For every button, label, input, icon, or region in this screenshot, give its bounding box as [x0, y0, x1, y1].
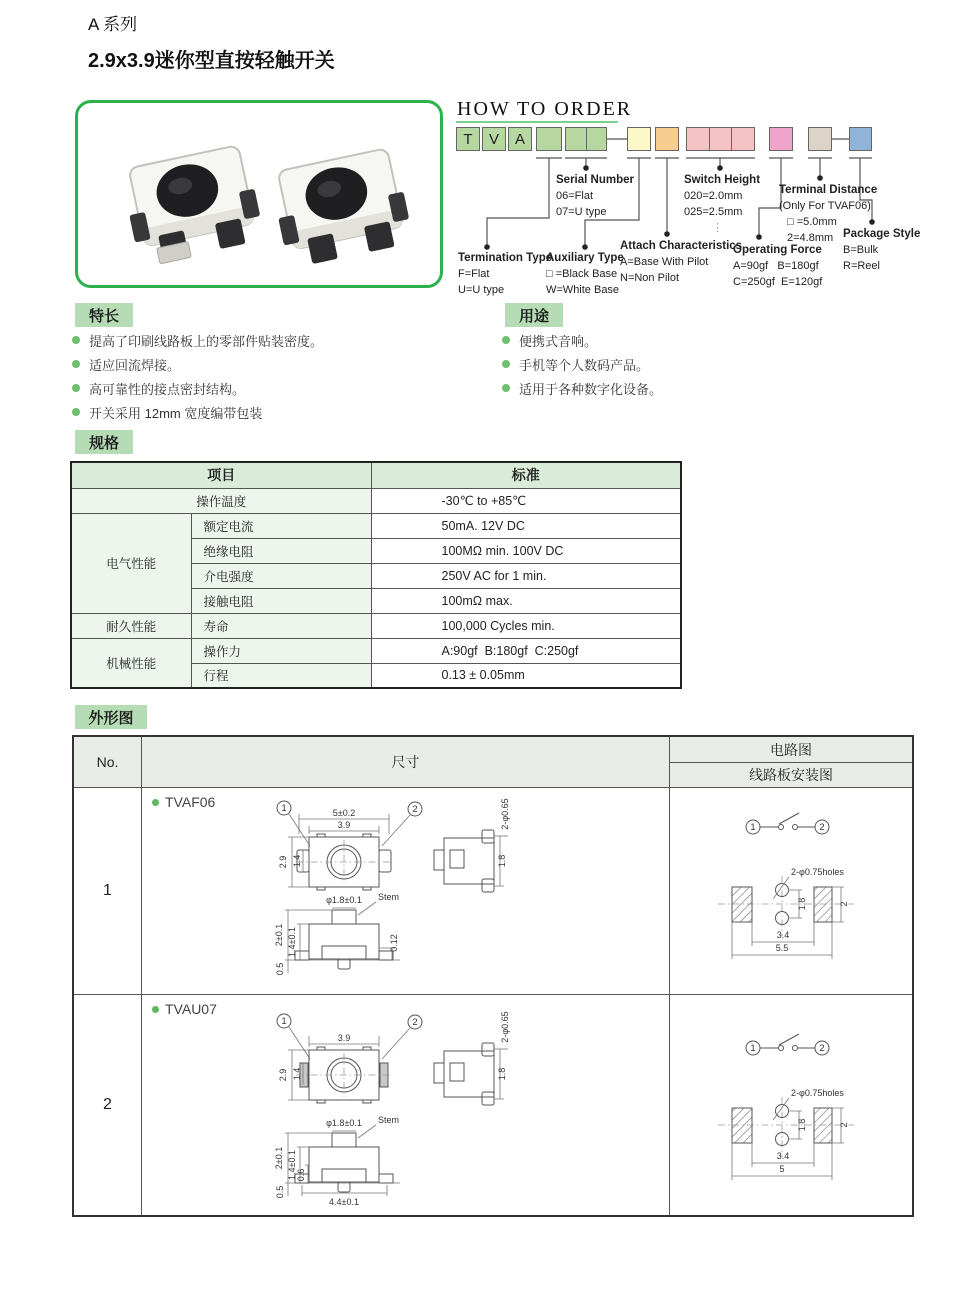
circuit-diagram [746, 1034, 829, 1055]
order-code-box-a: A [508, 127, 532, 151]
svg-text:φ1.8±0.1: φ1.8±0.1 [326, 895, 362, 905]
switch-photo-right [269, 147, 415, 269]
outline-table [72, 735, 914, 1217]
order-group-terminal-distance: Terminal Distance (Only For TVAF06) □ =5.0mm 2=4.8mm [779, 184, 878, 244]
outline-col-pcb: 线路板安装图 [670, 763, 912, 788]
side-view [434, 798, 510, 892]
svg-text:2: 2 [412, 804, 418, 815]
svg-text:1: 1 [750, 1043, 756, 1054]
dimension-drawing-tvau07 [142, 995, 669, 1214]
features-list [72, 328, 323, 424]
svg-text:0.12: 0.12 [389, 934, 399, 952]
svg-text:2: 2 [819, 822, 825, 833]
svg-text:0.5: 0.5 [275, 1185, 285, 1199]
section-header-features: 特长 [75, 303, 133, 327]
bullet-icon [72, 384, 80, 392]
bullet-icon [502, 360, 510, 368]
order-group-auxiliary-type: Auxiliary Type □ =Black Base W=White Base [546, 252, 624, 296]
table-row [71, 462, 681, 488]
svg-text:1.4±0.1: 1.4±0.1 [287, 927, 297, 957]
svg-text:2: 2 [839, 901, 849, 907]
svg-text:0.5: 0.5 [275, 962, 285, 976]
spec-item: 寿命 [191, 613, 371, 638]
list-item: 提高了印刷线路板上的零部件贴装密度。 [72, 328, 323, 352]
spec-item: 行程 [191, 663, 371, 688]
svg-text:2-φ0.75holes: 2-φ0.75holes [791, 1088, 844, 1098]
spec-item: 操作温度 [71, 488, 371, 513]
svg-text:5.5: 5.5 [775, 943, 789, 953]
list-item: 手机等个人数码产品。 [502, 352, 662, 376]
svg-text:3.4: 3.4 [776, 930, 790, 940]
applications-list [502, 328, 662, 400]
svg-text:1: 1 [281, 803, 287, 814]
table-row [71, 613, 681, 638]
bullet-icon [72, 336, 80, 344]
svg-text:4.4±0.1: 4.4±0.1 [329, 1197, 359, 1207]
section-header-specs: 规格 [75, 430, 133, 454]
spec-value: 0.13 ± 0.05mm [371, 663, 681, 688]
order-group-operating-force: Operating Force A=90gf B=180gf C=250gf E=120gf [733, 244, 823, 288]
circuit-and-pcb-tvaf06 [670, 788, 911, 994]
svg-text:2-φ0.65: 2-φ0.65 [500, 798, 510, 830]
spec-group-durability: 耐久性能 [71, 613, 191, 638]
order-group-termination-type: Termination Type F=Flat U=U type [458, 252, 553, 296]
list-item: 便携式音响。 [502, 328, 662, 352]
svg-text:2-φ0.75holes: 2-φ0.75holes [791, 867, 844, 877]
outline-col-dim: 尺寸 [142, 737, 670, 788]
svg-text:2: 2 [839, 1122, 849, 1128]
spec-item: 操作力 [191, 638, 371, 663]
order-group-serial-number: Serial Number 06=Flat 07=U type [556, 174, 634, 218]
pcb-mounting-pattern [718, 867, 854, 959]
spec-group-electrical: 电气性能 [71, 513, 191, 613]
order-group-package-style: Package Style B=Bulk R=Reel [843, 228, 921, 272]
spec-item: 额定电流 [191, 513, 371, 538]
spec-item: 绝缘电阻 [191, 538, 371, 563]
spec-value: 250V AC for 1 min. [371, 563, 681, 588]
svg-text:1.4±0.1: 1.4±0.1 [287, 1150, 297, 1180]
svg-text:2.9: 2.9 [278, 855, 288, 869]
spec-item: 介电强度 [191, 563, 371, 588]
model-label: TVAU07 [152, 1001, 217, 1017]
front-view [274, 1115, 400, 1207]
bullet-icon [502, 336, 510, 344]
list-item: 适应回流焊接。 [72, 352, 323, 376]
svg-text:Stem: Stem [378, 1115, 400, 1125]
how-to-order-title: HOW TO ORDER [457, 98, 633, 120]
spec-value: 100MΩ min. 100V DC [371, 538, 681, 563]
outline-col-no: No. [74, 737, 142, 788]
bullet-icon [72, 360, 80, 368]
table-row [71, 488, 681, 513]
list-item: 高可靠性的接点密封结构。 [72, 376, 323, 400]
pcb-mounting-pattern [718, 1088, 854, 1180]
svg-text:5±0.2: 5±0.2 [332, 808, 356, 818]
bullet-icon [72, 408, 80, 416]
svg-text:1.4: 1.4 [292, 854, 302, 868]
product-title: 2.9x3.9迷你型直按轻触开关 [88, 50, 335, 72]
spec-table [70, 461, 682, 689]
circuit-and-pcb-tvau07 [670, 995, 911, 1214]
svg-text:3.9: 3.9 [337, 820, 351, 830]
model-label: TVAF06 [152, 794, 215, 810]
spec-value: 50mA. 12V DC [371, 513, 681, 538]
svg-text:3.4: 3.4 [776, 1151, 790, 1161]
svg-text:2-φ0.65: 2-φ0.65 [500, 1011, 510, 1043]
list-item: 开关采用 12mm 宽度编带包装 [72, 400, 323, 424]
spec-value: 100,000 Cycles min. [371, 613, 681, 638]
spec-group-mechanical: 机械性能 [71, 638, 191, 688]
svg-text:5: 5 [779, 1164, 785, 1174]
svg-text:1.4: 1.4 [292, 1067, 302, 1081]
svg-text:Stem: Stem [378, 892, 400, 902]
section-header-outline: 外形图 [75, 705, 147, 729]
product-photo-frame [75, 100, 443, 288]
table-row [71, 638, 681, 663]
spec-item: 接触电阻 [191, 588, 371, 613]
outline-row1-dimensions [142, 788, 670, 995]
svg-text:1.8: 1.8 [497, 854, 507, 868]
svg-text:1: 1 [750, 822, 756, 833]
svg-text:2: 2 [819, 1043, 825, 1054]
svg-text:2±0.1: 2±0.1 [274, 1146, 284, 1170]
svg-text:1.8: 1.8 [497, 1067, 507, 1081]
order-code-box-v: V [482, 127, 506, 151]
spec-value: -30℃ to +85℃ [371, 488, 681, 513]
section-header-applications: 用途 [505, 303, 563, 327]
series-title: A 系列 [88, 15, 138, 34]
bullet-icon [152, 1006, 159, 1013]
order-code-box-t: T [456, 127, 480, 151]
svg-text:0.6: 0.6 [296, 1168, 306, 1182]
outline-row1-circuit [670, 788, 912, 995]
dimension-drawing-tvaf06 [142, 788, 669, 994]
bullet-icon [502, 384, 510, 392]
switch-photo-left [120, 144, 266, 268]
outline-row2-no: 2 [74, 995, 142, 1215]
svg-text:2: 2 [412, 1017, 418, 1028]
spec-value: 100mΩ max. [371, 588, 681, 613]
outline-col-circuit: 电路图 [670, 737, 912, 763]
spec-col-standard: 标准 [371, 462, 681, 488]
svg-text:3.9: 3.9 [337, 1033, 351, 1043]
circuit-diagram [746, 813, 829, 834]
top-view [277, 1014, 422, 1103]
outline-row2-dimensions [142, 995, 670, 1215]
order-group-switch-height: Switch Height 020=2.0mm 025=2.5mm ⋮ [684, 174, 761, 234]
svg-text:1: 1 [281, 1016, 287, 1027]
top-view [277, 801, 422, 890]
spec-value: A:90gf B:180gf C:250gf [371, 638, 681, 663]
svg-text:2±0.1: 2±0.1 [274, 923, 284, 947]
spec-col-item: 项目 [71, 462, 371, 488]
product-photo [78, 103, 440, 285]
table-row [71, 513, 681, 538]
outline-row2-circuit [670, 995, 912, 1215]
svg-text:2.9: 2.9 [278, 1068, 288, 1082]
side-view [434, 1011, 510, 1105]
outline-row1-no: 1 [74, 788, 142, 995]
list-item: 适用于各种数字化设备。 [502, 376, 662, 400]
svg-text:1.8: 1.8 [797, 897, 807, 911]
order-group-attach-characteristics: Attach Characteristics A=Base With Pilot N=Non Pilot [620, 240, 743, 284]
front-view [274, 892, 400, 975]
bullet-icon [152, 799, 159, 806]
svg-text:1.8: 1.8 [797, 1118, 807, 1132]
svg-text:φ1.8±0.1: φ1.8±0.1 [326, 1118, 362, 1128]
